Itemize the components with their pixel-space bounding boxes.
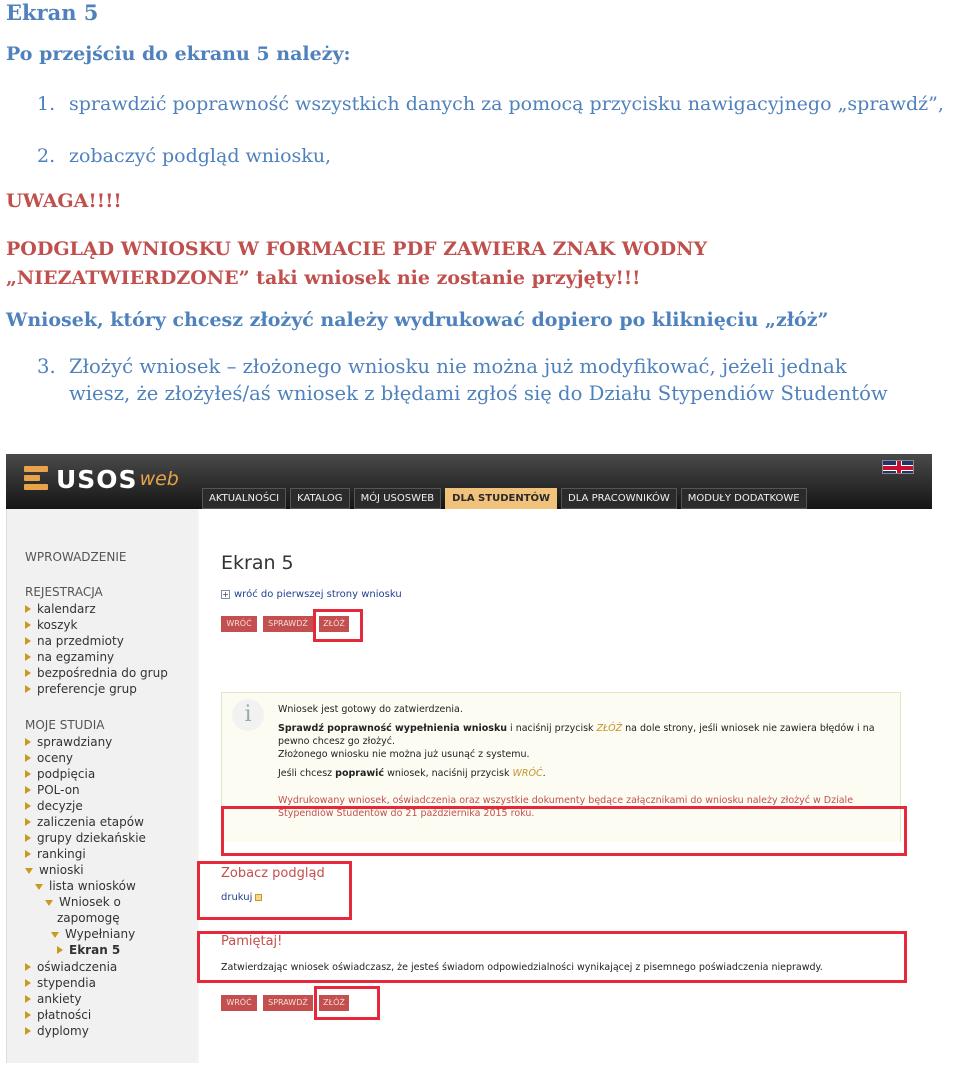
info-correct: Jeśli chcesz poprawić wniosek, naciśnij przycisk WRÓĆ.	[278, 768, 546, 779]
sidebar-item-podpiecia[interactable]: podpięcia	[25, 766, 95, 782]
page-title: Ekran 5	[221, 552, 294, 574]
sidebar-item-platnosci[interactable]: płatności	[25, 1007, 91, 1023]
step-number: 3.	[37, 355, 56, 378]
arrow-right-icon	[25, 802, 31, 810]
back-to-first-page-link[interactable]: + wróć do pierwszej strony wniosku	[222, 589, 402, 600]
step-text: sprawdzić poprawność wszystkich danych za pomocą przycisku nawigacyjnego „sprawdź”,	[69, 93, 944, 115]
arrow-right-icon	[25, 963, 31, 971]
arrow-right-icon	[25, 818, 31, 826]
info-text	[278, 703, 888, 786]
main-content	[199, 509, 932, 1063]
plus-icon: +	[222, 590, 229, 599]
info-instructions: Sprawdź poprawność wypełnienia wniosku i naciśnij przycisk ZŁÓŻ na dole strony, jeśli wniosek nie zawiera błędów i na pewno chcesz go złożyć. Złożonego wniosku nie można już usunąć z systemu.	[278, 723, 875, 760]
arrow-down-icon	[51, 932, 59, 938]
sidebar-item-sprawdziany[interactable]: sprawdziany	[25, 734, 112, 750]
sidebar-item-wnioski[interactable]: wnioski	[25, 862, 84, 878]
tab-katalog[interactable]: KATALOG	[290, 488, 349, 509]
sidebar-item-grupy[interactable]: grupy dziekańskie	[25, 830, 146, 846]
sidebar-item-kalendarz[interactable]: kalendarz	[25, 601, 96, 617]
sidebar-item-rankingi[interactable]: rankingi	[25, 846, 86, 862]
arrow-down-icon	[25, 868, 33, 874]
step-text: zobaczyć podgląd wniosku,	[69, 145, 332, 167]
tab-moduly-dodatkowe[interactable]: MODUŁY DODATKOWE	[681, 488, 807, 509]
check-button-bottom[interactable]: SPRAWDŹ	[263, 995, 313, 1011]
info-icon: i	[232, 699, 264, 731]
doc-intro: Po przejściu do ekranu 5 należy:	[6, 43, 351, 65]
highlight-remember	[197, 931, 907, 983]
sidebar-item-koszyk[interactable]: koszyk	[25, 617, 77, 633]
logo-mark-icon	[24, 464, 52, 494]
sidebar-item-oceny[interactable]: oceny	[25, 750, 73, 766]
arrow-right-icon	[25, 834, 31, 842]
arrow-down-icon	[45, 900, 53, 906]
arrow-down-icon	[35, 884, 43, 890]
sidebar-item-ekran-5[interactable]: Ekran 5	[57, 942, 120, 958]
usosweb-logo[interactable]	[24, 464, 179, 494]
sidebar-item-preferencje[interactable]: preferencje grup	[25, 681, 137, 697]
arrow-right-icon	[25, 850, 31, 858]
sidebar-item-zapomoge[interactable]: zapomogę	[57, 911, 120, 925]
tab-aktualnosci[interactable]: AKTUALNOŚCI	[202, 488, 286, 509]
sidebar-item-wniosek-o[interactable]: Wniosek o	[45, 894, 121, 910]
remember-title: Pamiętaj!	[221, 934, 283, 949]
check-button-top[interactable]: SPRAWDŹ	[263, 616, 313, 632]
step-number: 1.	[37, 93, 56, 115]
sidebar-section-wprowadzenie[interactable]: WPROWADZENIE	[25, 550, 127, 564]
warning-text: PODGLĄD WNIOSKU W FORMACIE PDF ZAWIERA ZNAK WODNY „NIEZATWIERDZONE” taki wniosek nie zostanie przyjęty!!!	[6, 238, 708, 289]
preview-title: Zobacz podgląd	[221, 866, 325, 881]
sidebar-item-stypendia[interactable]: stypendia	[25, 975, 96, 991]
highlight-submit-top	[313, 609, 363, 642]
arrow-right-icon	[25, 738, 31, 746]
sidebar-item-na-przedmioty[interactable]: na przedmioty	[25, 633, 124, 649]
arrow-right-icon	[25, 653, 31, 661]
sidebar	[7, 509, 197, 1063]
arrow-right-icon	[25, 685, 31, 693]
sidebar-item-zaliczenia[interactable]: zaliczenia etapów	[25, 814, 144, 830]
english-flag-icon[interactable]	[882, 460, 914, 474]
arrow-right-icon	[25, 995, 31, 1003]
arrow-right-icon	[25, 786, 31, 794]
info-ready: Wniosek jest gotowy do zatwierdzenia.	[278, 704, 463, 715]
sidebar-item-ankiety[interactable]: ankiety	[25, 991, 81, 1007]
submit-button-top[interactable]: ZŁÓŻ	[319, 616, 349, 632]
arrow-right-icon	[25, 669, 31, 677]
top-bar	[6, 454, 932, 509]
arrow-right-icon	[25, 621, 31, 629]
sidebar-section-rejestracja[interactable]: REJESTRACJA	[25, 585, 103, 599]
arrow-right-icon	[25, 637, 31, 645]
arrow-right-icon	[25, 754, 31, 762]
usos-screenshot	[6, 454, 932, 1063]
sidebar-item-pol-on[interactable]: POL-on	[25, 782, 80, 798]
logo-text: USOS	[56, 464, 138, 494]
sidebar-item-dyplomy[interactable]: dyplomy	[25, 1023, 89, 1039]
sidebar-item-decyzje[interactable]: decyzje	[25, 798, 83, 814]
sidebar-item-na-egzaminy[interactable]: na egzaminy	[25, 649, 114, 665]
doc-step-3	[37, 353, 960, 407]
back-button-bottom[interactable]: WRÓĆ	[221, 995, 257, 1011]
arrow-right-icon	[25, 979, 31, 987]
doc-note: Wniosek, który chcesz złożyć należy wydrukować dopiero po kliknięciu „złóż”	[6, 309, 829, 331]
back-button-top[interactable]: WRÓĆ	[221, 616, 257, 632]
tab-dla-pracownikow[interactable]: DLA PRACOWNIKÓW	[561, 488, 677, 509]
step-text-line-1: Złożyć wniosek – złożonego wniosku nie można już modyfikować, jeżeli jednak	[69, 355, 847, 378]
sidebar-item-lista-wnioskow[interactable]: lista wniosków	[35, 878, 136, 894]
arrow-right-icon	[25, 770, 31, 778]
arrow-right-icon	[57, 946, 63, 954]
doc-heading: Ekran 5	[6, 0, 99, 25]
remember-text: Zatwierdzając wniosek oświadczasz, że jesteś świadom odpowiedzialności wynikającej z pisemnego poświadczenia nieprawdy.	[221, 962, 823, 973]
tab-dla-studentow[interactable]: DLA STUDENTÓW	[445, 488, 557, 509]
arrow-right-icon	[25, 1011, 31, 1019]
print-link[interactable]: drukuj	[221, 892, 262, 903]
doc-step-2	[37, 145, 332, 167]
arrow-right-icon	[25, 605, 31, 613]
highlight-submit-bottom	[314, 986, 380, 1020]
sidebar-item-wypelniany[interactable]: Wypełniany	[51, 926, 135, 942]
content-frame	[6, 509, 932, 1063]
main-nav	[202, 488, 807, 509]
sidebar-item-oswiadczenia[interactable]: oświadczenia	[25, 959, 117, 975]
submit-button-bottom[interactable]: ZŁÓŻ	[319, 995, 349, 1011]
info-deadline-text: Wydrukowany wniosek, oświadczenia oraz wszystkie dokumenty będące załącznikami do wniosku należy złożyć w Dziale Stypendiów Studentów do 21 października 2015 roku.	[278, 795, 854, 819]
doc-step-1	[37, 89, 954, 119]
step-number: 2.	[37, 145, 56, 167]
tab-moj-usosweb[interactable]: MÓJ USOSWEB	[354, 488, 442, 509]
highlight-deadline	[221, 806, 907, 856]
arrow-right-icon	[25, 1027, 31, 1035]
step-text-line-2: wiesz, że złożyłeś/aś wniosek z błędami zgłoś się do Działu Stypendiów Studentów	[69, 382, 888, 405]
logo-web: web	[139, 468, 179, 490]
sidebar-section-moje-studia[interactable]: MOJE STUDIA	[25, 718, 105, 732]
warning-title: UWAGA!!!!	[6, 190, 122, 212]
sidebar-item-bezposrednia[interactable]: bezpośrednia do grup	[25, 665, 168, 681]
highlight-preview	[197, 861, 352, 920]
